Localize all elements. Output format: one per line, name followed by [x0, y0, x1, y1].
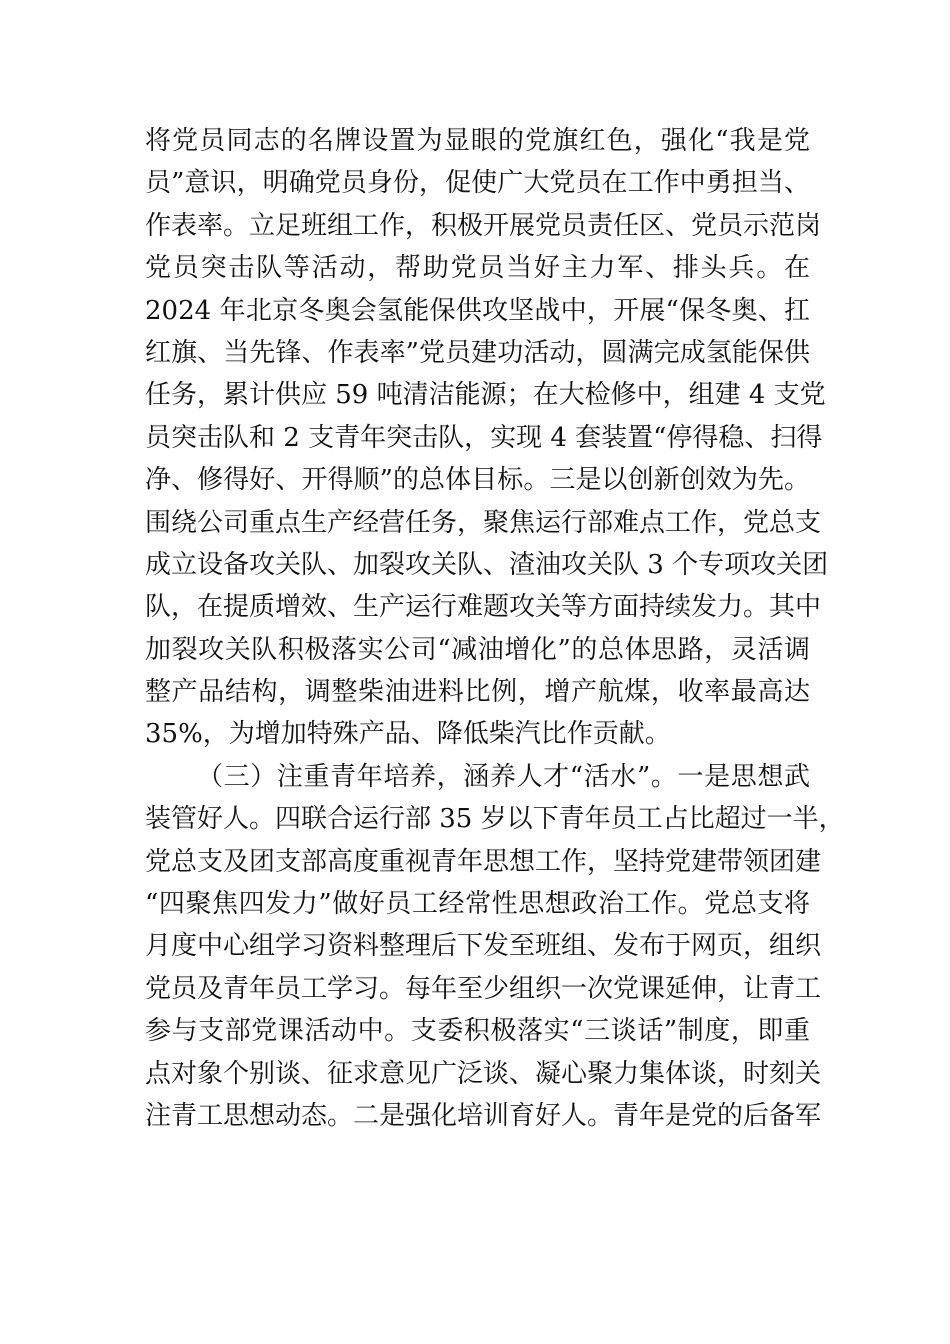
- text-line: 2024 年北京冬奥会氢能保供攻坚战中，开展“保冬奥、扛: [145, 295, 810, 326]
- text-line: 装管好人。四联合运行部 35 岁以下青年员工占比超过一半，: [145, 804, 845, 835]
- section-heading-line: （三）注重青年培养，涵养人才“活水”。一是思想武: [197, 761, 810, 792]
- text-line: 作表率。立足班组工作，积极开展党员责任区、党员示范岗: [145, 210, 822, 241]
- text-line: 注青工思想动态。二是强化培训育好人。青年是党的后备军: [145, 1100, 822, 1131]
- text-line: 员突击队和 2 支青年突击队，实现 4 套装置“停得稳、扫得: [145, 422, 823, 453]
- text-line: 将党员同志的名牌设置为显眼的党旗红色，强化“我是党: [145, 126, 810, 156]
- text-line: 成立设备攻关队、加裂攻关队、渣油攻关队 3 个专项攻关团: [145, 549, 829, 580]
- text-line: 月度中心组学习资料整理后下发至班组、发布于网页，组织: [145, 931, 822, 962]
- text-line: 加裂攻关队积极落实公司“减油增化”的总体思路，灵活调: [145, 634, 810, 665]
- text-line: 党员突击队等活动，帮助党员当好主力军、排头兵。在: [145, 253, 810, 284]
- text-line: 参与支部党课活动中。支委积极落实“三谈话”制度，即重: [145, 1016, 810, 1047]
- text-line: 红旗、当先锋、作表率”党员建功活动，圆满完成氢能保供: [145, 337, 810, 368]
- text-line: 任务，累计供应 59 吨清洁能源；在大检修中，组建 4 支党: [145, 380, 826, 411]
- text-line: 队，在提质增效、生产运行难题攻关等方面持续发力。其中: [145, 592, 822, 623]
- text-line: “四聚焦四发力”做好员工经常性思想政治工作。党总支将: [145, 889, 810, 920]
- text-line: 员”意识，明确党员身份，促使广大党员在工作中勇担当、: [145, 168, 810, 199]
- body-text: [145, 120, 845, 1137]
- text-line: 党员及青年员工学习。每年至少组织一次党课延伸，让青工: [145, 973, 822, 1004]
- text-line: 围绕公司重点生产经营任务，聚焦运行部难点工作，党总支: [145, 507, 822, 538]
- text-line: 35%，为增加特殊产品、降低柴汽比作贡献。: [145, 719, 671, 750]
- text-line: 整产品结构，调整柴油进料比例，增产航煤，收率最高达: [145, 677, 810, 708]
- text-line: 净、修得好、开得顺”的总体目标。三是以创新创效为先。: [145, 465, 810, 496]
- text-line: 党总支及团支部高度重视青年思想工作，坚持党建带领团建: [145, 846, 822, 877]
- text-line: 点对象个别谈、征求意见广泛谈、凝心聚力集体谈，时刻关: [145, 1058, 822, 1089]
